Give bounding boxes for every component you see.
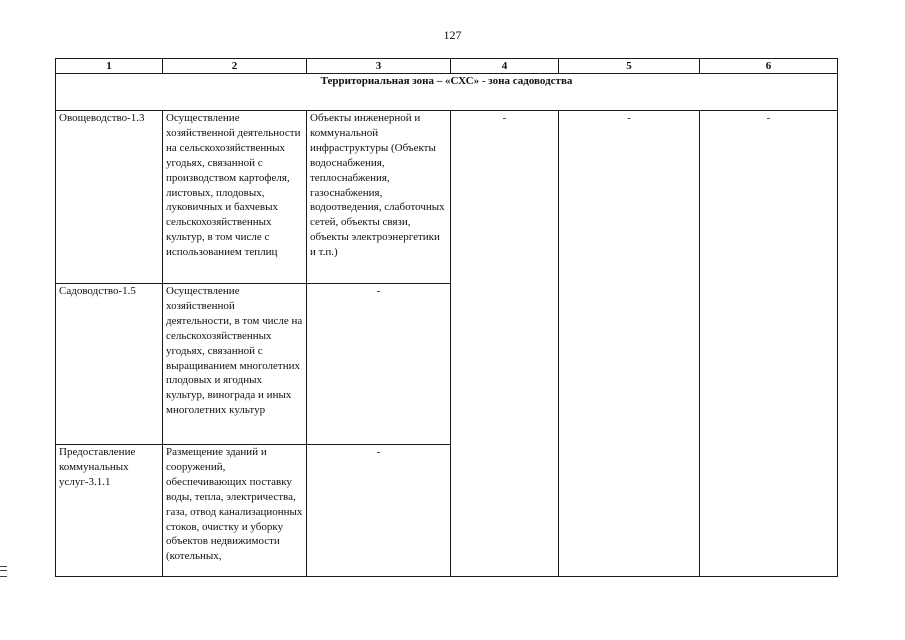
land-use-type-cell: Овощеводство-1.3 bbox=[56, 111, 163, 284]
column-number-header: 6 bbox=[700, 59, 838, 74]
margin-mark bbox=[0, 566, 7, 577]
table-row bbox=[56, 111, 838, 284]
column-number-header: 4 bbox=[451, 59, 559, 74]
page-number: 127 bbox=[443, 28, 462, 42]
permitted-objects-cell: Объекты инженерной и коммунальной инфраструктуры (Объекты водоснабжения, теплоснабжения, газоснабжения, водоотведения, слаботочных сетей, объекты связи, объекты электроэнергетики и т.п.) bbox=[307, 111, 451, 284]
permitted-objects-cell: - bbox=[307, 284, 451, 445]
zoning-table bbox=[55, 58, 838, 577]
column-number-header: 2 bbox=[163, 59, 307, 74]
land-use-description-cell: Осуществление хозяйственной деятельности на сельскохозяйственных угодьях, связанной с производством картофеля, листовых, плодовых, луковичных и бахчевых сельскохозяйственных культур, в том числе с использованием теплиц bbox=[163, 111, 307, 284]
column-number-header: 1 bbox=[56, 59, 163, 74]
column-6-cell: - bbox=[700, 111, 838, 577]
zone-title: Территориальная зона – «СХС» - зона садоводства bbox=[56, 74, 838, 111]
land-use-type-cell: Предоставление коммунальных услуг-3.1.1 bbox=[56, 445, 163, 577]
column-5-cell: - bbox=[559, 111, 700, 577]
land-use-description-cell: Осуществление хозяйственной деятельности, в том числе на сельскохозяйственных угодьях, связанной с выращиванием многолетних плодовых и ягодных культур, винограда и иных многолетних культур bbox=[163, 284, 307, 445]
land-use-description-cell: Размещение зданий и сооружений, обеспечивающих поставку воды, тепла, электричества, газа, отвод канализационных стоков, очистку и уборку объектов недвижимости (котельных, bbox=[163, 445, 307, 577]
column-number-row bbox=[56, 59, 838, 74]
land-use-type-cell: Садоводство-1.5 bbox=[56, 284, 163, 445]
zone-title-row bbox=[56, 74, 838, 111]
column-number-header: 3 bbox=[307, 59, 451, 74]
permitted-objects-cell: - bbox=[307, 445, 451, 577]
column-4-cell: - bbox=[451, 111, 559, 577]
column-number-header: 5 bbox=[559, 59, 700, 74]
